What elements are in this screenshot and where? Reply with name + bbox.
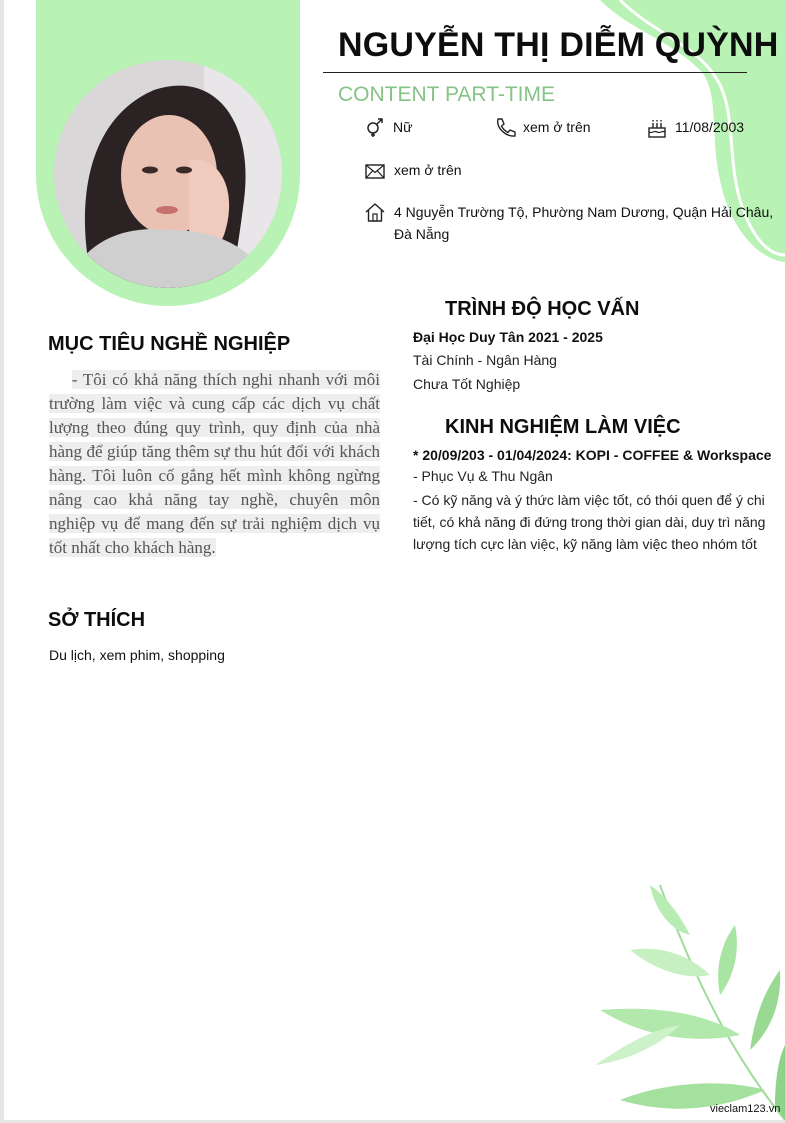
education-school: Đại Học Duy Tân 2021 - 2025 xyxy=(413,329,603,345)
hobbies-text: Du lịch, xem phim, shopping xyxy=(49,647,225,663)
home-icon xyxy=(364,201,386,223)
phone-value: xem ở trên xyxy=(523,119,591,135)
profile-photo xyxy=(54,60,282,288)
job-position: CONTENT PART-TIME xyxy=(338,83,556,106)
gender-icon xyxy=(364,116,386,138)
education-heading: TRÌNH ĐỘ HỌC VẤN xyxy=(445,298,640,320)
objective-body: - Tôi có khả năng thích nghi nhanh với môi trường làm việc và cung cấp các dịch vụ chất lượng theo đúng quy trình, quy định của nhà hàng để giúp tăng thêm sự thu hút đối với khách hàng. Tôi luôn cố gắng hết mình không ngừng nâng cao khả năng tay nghề, chuyên môn nghiệp vụ để mang đến sự trải nghiệm dịch vụ tốt nhất cho khách hàng. xyxy=(49,370,380,557)
objective-text xyxy=(49,368,380,560)
hobbies-heading: SỞ THÍCH xyxy=(48,609,146,631)
birthday-cake-icon xyxy=(646,117,668,139)
objective-heading: MỤC TIÊU NGHỀ NGHIỆP xyxy=(48,333,291,355)
education-status: Chưa Tốt Nghiệp xyxy=(413,376,521,392)
experience-role: - Phục Vụ & Thu Ngân xyxy=(413,468,553,484)
gender-value: Nữ xyxy=(393,119,413,135)
decorative-leaves xyxy=(590,875,785,1120)
candidate-name: NGUYỄN THỊ DIỄM QUỲNH xyxy=(338,26,779,64)
email-value: xem ở trên xyxy=(394,162,462,178)
birthday-value: 11/08/2003 xyxy=(675,119,745,135)
email-icon xyxy=(364,160,386,182)
phone-icon xyxy=(494,116,516,138)
experience-description: - Có kỹ năng và ý thức làm việc tốt, có thói quen để ý chi tiết, có khả năng đi đứng trong thời gian dài, duy trì năng lượng tích cực làn việc, kỹ năng làm việc theo nhóm tốt xyxy=(413,492,766,552)
name-divider xyxy=(323,72,747,73)
page-left-border xyxy=(0,0,4,1123)
education-major: Tài Chính - Ngân Hàng xyxy=(413,352,557,368)
experience-heading: KINH NGHIỆM LÀM VIỆC xyxy=(445,416,681,438)
experience-title: * 20/09/203 - 01/04/2024: KOPI - COFFEE & Workspace xyxy=(413,447,772,463)
address-value: 4 Nguyễn Trường Tộ, Phường Nam Dương, Quận Hải Châu, Đà Nẵng xyxy=(394,204,774,242)
footer-brand: vieclam123.vn xyxy=(710,1103,781,1115)
